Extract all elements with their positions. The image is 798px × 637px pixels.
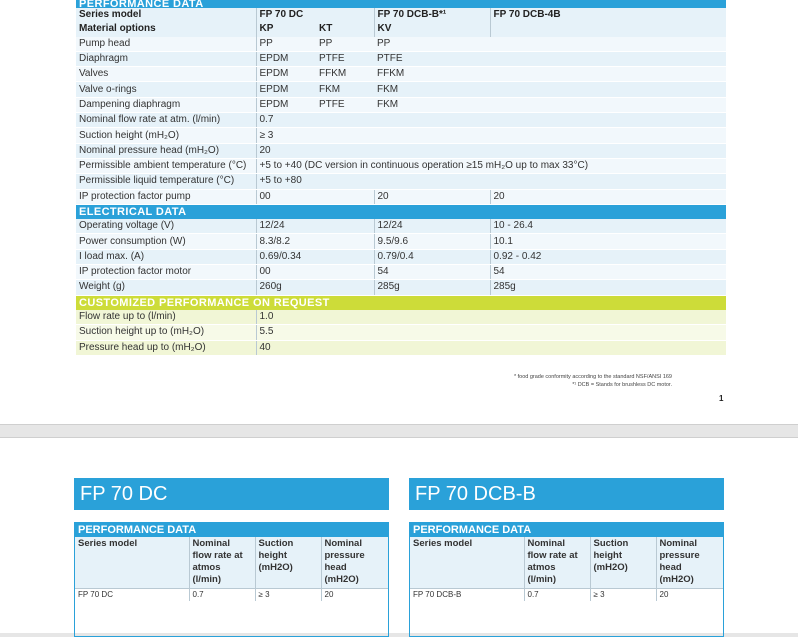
electrical-row xyxy=(76,249,726,264)
row-value: 260g xyxy=(256,280,374,295)
value-series-model: FP 70 DCB-B xyxy=(410,589,524,602)
material-options-row xyxy=(76,22,726,36)
electrical-row xyxy=(76,234,726,249)
spec-row xyxy=(76,158,726,173)
electrical-band-title: ELECTRICAL DATA xyxy=(76,204,726,219)
row-value xyxy=(490,67,726,82)
card-value-row xyxy=(75,589,388,602)
customized-row xyxy=(76,340,726,355)
row-label: Diaphragm xyxy=(76,51,256,66)
card-header-row xyxy=(410,537,723,589)
row-value: EPDM xyxy=(256,67,316,82)
row-value: FKM xyxy=(374,97,490,112)
row-value: PP xyxy=(374,37,490,52)
row-value: PTFE xyxy=(316,97,374,112)
electrical-band xyxy=(76,204,726,219)
row-label: Series model xyxy=(76,8,256,22)
material-row xyxy=(76,51,726,66)
customized-band xyxy=(76,295,726,310)
footnote-dcb: *¹ DCB = Stands for brushless DC motor. xyxy=(572,382,672,388)
row-value: +5 to +80 xyxy=(256,174,726,189)
row-label: IP protection factor motor xyxy=(76,265,256,280)
electrical-row xyxy=(76,219,726,234)
ip-pump-row xyxy=(76,189,726,204)
value-nominal-flow: 0.7 xyxy=(524,589,590,602)
row-value: EPDM xyxy=(256,82,316,97)
row-label: Material options xyxy=(76,22,256,36)
row-value: KP xyxy=(256,22,316,36)
row-label: Pump head xyxy=(76,37,256,52)
row-value: +5 to +40 (DC version in continuous operation ≥15 mH₂O up to max 33°C) xyxy=(256,158,726,173)
material-row xyxy=(76,82,726,97)
header-nominal-flow: Nominal flow rate at atmos (l/min) xyxy=(524,537,590,589)
row-value: 285g xyxy=(374,280,490,295)
header-series-model: Series model xyxy=(410,537,524,589)
row-value: FKM xyxy=(374,82,490,97)
card-table xyxy=(410,537,723,601)
row-value: PP xyxy=(256,37,316,52)
row-value: 20 xyxy=(490,189,726,204)
row-value: 12/24 xyxy=(256,219,374,234)
row-value: 54 xyxy=(490,265,726,280)
value-suction-height: ≥ 3 xyxy=(255,589,321,602)
row-value: FFKM xyxy=(374,67,490,82)
page-number: 1 xyxy=(719,394,724,403)
header-suction-height: Suction height (mH2O) xyxy=(255,537,321,589)
performance-card-fp70dc xyxy=(74,522,389,637)
customized-row xyxy=(76,325,726,340)
footnote-food-grade: * food grade conformity according to the standard NSF/ANSI 169 xyxy=(513,374,672,380)
row-value: PTFE xyxy=(374,51,490,66)
row-value: EPDM xyxy=(256,97,316,112)
row-value: 10 - 26.4 xyxy=(490,219,726,234)
row-label: Operating voltage (V) xyxy=(76,219,256,234)
row-value: 8.3/8.2 xyxy=(256,234,374,249)
row-label: Valves xyxy=(76,67,256,82)
row-label: Pressure head up to (mH₂O) xyxy=(76,340,256,355)
row-value: 40 xyxy=(256,340,726,355)
material-row xyxy=(76,37,726,52)
row-value: FKM xyxy=(316,82,374,97)
value-suction-height: ≥ 3 xyxy=(590,589,656,602)
row-value xyxy=(490,37,726,52)
row-value: 0.79/0.4 xyxy=(374,249,490,264)
row-value: 285g xyxy=(490,280,726,295)
spec-row xyxy=(76,174,726,189)
header-suction-height: Suction height (mH2O) xyxy=(590,537,656,589)
material-row xyxy=(76,97,726,112)
customized-row xyxy=(76,310,726,325)
row-label: I load max. (A) xyxy=(76,249,256,264)
row-value: 54 xyxy=(374,265,490,280)
row-value: FFKM xyxy=(316,67,374,82)
value-pressure-head: 20 xyxy=(656,589,723,602)
row-value: 20 xyxy=(374,189,490,204)
performance-table xyxy=(76,0,726,356)
row-value xyxy=(490,82,726,97)
row-value xyxy=(490,22,726,36)
card-header-row xyxy=(75,537,388,589)
row-label: Suction height up to (mH₂O) xyxy=(76,325,256,340)
row-value: 20 xyxy=(256,143,726,158)
row-value: 0.92 - 0.42 xyxy=(490,249,726,264)
material-row xyxy=(76,67,726,82)
row-value: 0.69/0.34 xyxy=(256,249,374,264)
row-value xyxy=(490,51,726,66)
performance-table-body xyxy=(76,0,726,355)
row-value: 1.0 xyxy=(256,310,726,325)
performance-band xyxy=(76,0,726,8)
row-label: Power consumption (W) xyxy=(76,234,256,249)
spec-row xyxy=(76,113,726,128)
card-title: PERFORMANCE DATA xyxy=(75,523,388,537)
row-label: Dampening diaphragm xyxy=(76,97,256,112)
row-label: IP protection factor pump xyxy=(76,189,256,204)
header-series-model: Series model xyxy=(75,537,189,589)
row-value: EPDM xyxy=(256,51,316,66)
row-value: 10.1 xyxy=(490,234,726,249)
card-table xyxy=(75,537,388,601)
spec-row xyxy=(76,143,726,158)
spec-row xyxy=(76,128,726,143)
document-page-2 xyxy=(0,437,798,633)
row-value: 00 xyxy=(256,265,374,280)
row-value: PP xyxy=(316,37,374,52)
row-label: Weight (g) xyxy=(76,280,256,295)
row-label: Flow rate up to (l/min) xyxy=(76,310,256,325)
row-value: KV xyxy=(374,22,490,36)
row-value: 9.5/9.6 xyxy=(374,234,490,249)
electrical-row xyxy=(76,280,726,295)
row-label: Permissible liquid temperature (°C) xyxy=(76,174,256,189)
value-series-model: FP 70 DC xyxy=(75,589,189,602)
card-value-row xyxy=(410,589,723,602)
header-nominal-flow: Nominal flow rate at atmos (l/min) xyxy=(189,537,255,589)
header-pressure-head: Nominal pressure head (mH2O) xyxy=(321,537,388,589)
header-pressure-head: Nominal pressure head (mH2O) xyxy=(656,537,723,589)
electrical-row xyxy=(76,265,726,280)
row-label: Nominal flow rate at atm. (l/min) xyxy=(76,113,256,128)
row-value xyxy=(490,97,726,112)
row-label: Nominal pressure head (mH₂O) xyxy=(76,143,256,158)
row-value: 5.5 xyxy=(256,325,726,340)
row-value: FP 70 DCB-B*¹ xyxy=(374,8,490,22)
row-value: ≥ 3 xyxy=(256,128,726,143)
row-value: PTFE xyxy=(316,51,374,66)
row-label: Valve o-rings xyxy=(76,82,256,97)
value-nominal-flow: 0.7 xyxy=(189,589,255,602)
row-value: 0.7 xyxy=(256,113,726,128)
performance-band-title: PERFORMANCE DATA xyxy=(76,0,726,8)
performance-card-fp70dcbb xyxy=(409,522,724,637)
value-pressure-head: 20 xyxy=(321,589,388,602)
row-value: 12/24 xyxy=(374,219,490,234)
row-value: FP 70 DC xyxy=(256,8,374,22)
row-value: FP 70 DCB-4B xyxy=(490,8,726,22)
row-value: KT xyxy=(316,22,374,36)
section-title-fp70dc: FP 70 DC xyxy=(74,478,389,510)
row-label: Suction height (mH₂O) xyxy=(76,128,256,143)
customized-band-title: CUSTOMIZED PERFORMANCE ON REQUEST xyxy=(76,295,726,310)
section-title-fp70dcbb: FP 70 DCB-B xyxy=(409,478,724,510)
row-label: Permissible ambient temperature (°C) xyxy=(76,158,256,173)
card-title: PERFORMANCE DATA xyxy=(410,523,723,537)
series-model-row xyxy=(76,8,726,22)
row-value: 00 xyxy=(256,189,374,204)
